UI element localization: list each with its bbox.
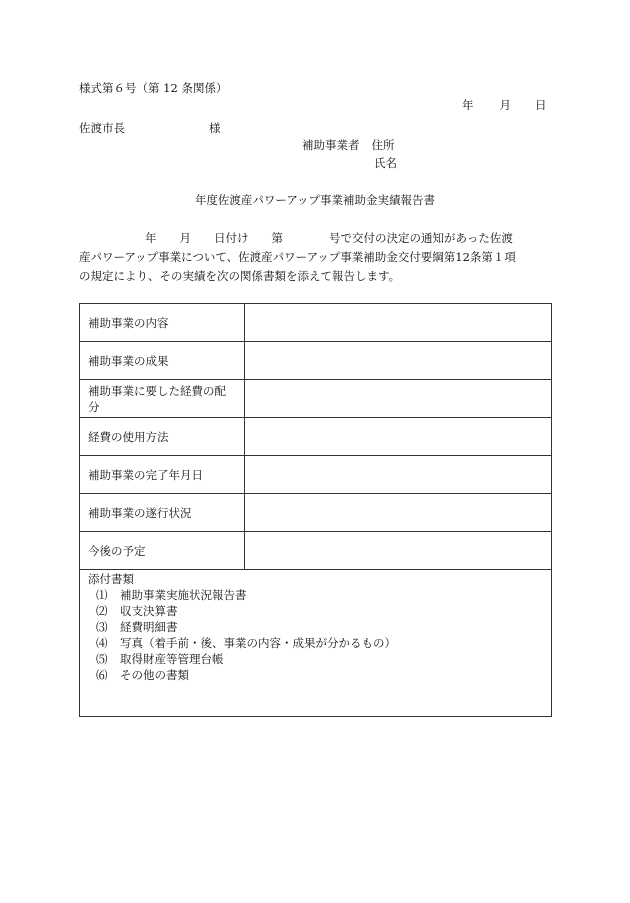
- applicant-label: 補助事業者: [302, 138, 360, 152]
- attachment-item: [88, 603, 543, 619]
- form-number: 様式第６号（第 12 条関係）: [79, 81, 228, 95]
- row-value-field[interactable]: [245, 342, 552, 380]
- row-value-field[interactable]: [245, 456, 552, 494]
- attachment-text: 写真（着手前・後、事業の内容・成果が分かるもの）: [120, 636, 396, 650]
- address-label: 住所: [371, 138, 395, 152]
- attachment-number: ⑸: [96, 652, 108, 666]
- table-row: [80, 380, 552, 418]
- row-value-field[interactable]: [245, 380, 552, 418]
- attachment-number: ⑴: [96, 588, 108, 602]
- attachment-item: [88, 667, 543, 683]
- document-title: 年度佐渡産パワーアップ事業補助金実績報告書: [194, 193, 436, 207]
- table-row: [80, 456, 552, 494]
- attachment-text: 取得財産等管理台帳: [120, 652, 224, 666]
- row-label: 経費の使用方法: [80, 418, 245, 456]
- report-table: [79, 303, 552, 717]
- table-row: [80, 418, 552, 456]
- applicant-address-line: [302, 138, 395, 152]
- attachment-number: ⑵: [96, 604, 108, 618]
- body-line-2: 産パワーアップ事業について、佐渡産パワーアップ事業補助金交付要綱第12条第１項: [79, 250, 516, 264]
- row-value-field[interactable]: [245, 494, 552, 532]
- name-label: 氏名: [374, 156, 397, 170]
- attachment-item: [88, 587, 543, 603]
- addressee-suffix: 様: [209, 121, 221, 135]
- row-value-field[interactable]: [245, 418, 552, 456]
- row-label: 補助事業に要した経費の配分: [80, 380, 245, 418]
- attachment-text: 収支決算書: [120, 604, 178, 618]
- addressee: [79, 121, 221, 135]
- table-row: [80, 342, 552, 380]
- body-line-1: 年 月 日付け 第 号で交付の決定の通知があった佐渡: [145, 231, 513, 245]
- row-label: 補助事業の完了年月日: [80, 456, 245, 494]
- attachments-cell: [80, 570, 552, 717]
- table-row: [80, 532, 552, 570]
- attachments-title: 添付書類: [88, 572, 134, 586]
- date-year-label: 年: [462, 98, 474, 112]
- table-row: [80, 304, 552, 342]
- date-day-label: 日: [535, 98, 547, 112]
- addressee-name: 佐渡市長: [79, 121, 125, 135]
- date-line: [462, 98, 547, 112]
- attachment-text: その他の書類: [120, 668, 189, 682]
- attachment-item: [88, 635, 543, 651]
- attachment-number: ⑷: [96, 636, 108, 650]
- attachments-list: [88, 587, 543, 683]
- attachment-number: ⑹: [96, 668, 108, 682]
- attachment-text: 補助事業実施状況報告書: [120, 588, 247, 602]
- body-line-3: の規定により、その実績を次の関係書類を添えて報告します。: [79, 269, 401, 283]
- row-label: 補助事業の遂行状況: [80, 494, 245, 532]
- row-value-field[interactable]: [245, 532, 552, 570]
- row-label: 今後の予定: [80, 532, 245, 570]
- row-label: 補助事業の成果: [80, 342, 245, 380]
- body-paragraph: [79, 229, 551, 286]
- attachment-number: ⑶: [96, 620, 108, 634]
- row-label: 補助事業の内容: [80, 304, 245, 342]
- row-value-field[interactable]: [245, 304, 552, 342]
- attachment-item: [88, 619, 543, 635]
- attachment-item: [88, 651, 543, 667]
- table-row: [80, 494, 552, 532]
- date-month-label: 月: [499, 98, 511, 112]
- attachment-text: 経費明細書: [120, 620, 178, 634]
